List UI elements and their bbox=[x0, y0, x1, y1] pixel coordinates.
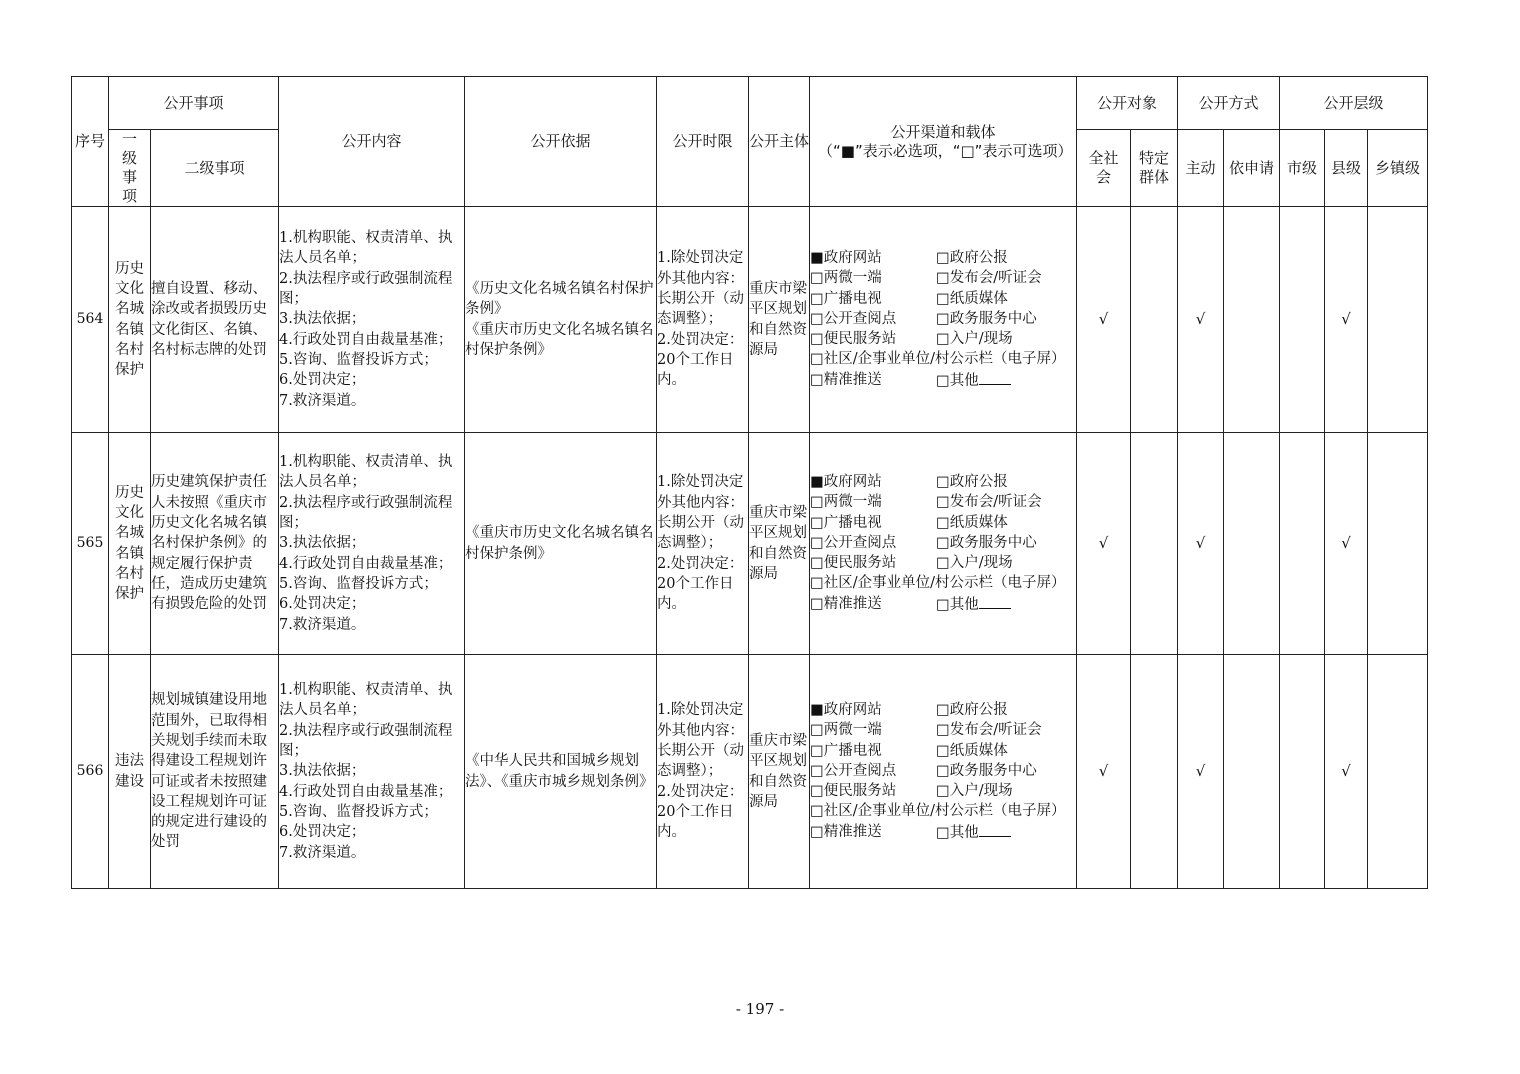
channel-option: □便民服务站 bbox=[810, 555, 897, 572]
mark-level-town bbox=[1368, 655, 1428, 889]
disclosure-table bbox=[71, 76, 1428, 889]
header-subject: 公开主体 bbox=[749, 77, 810, 207]
mark-mode-request bbox=[1224, 433, 1280, 655]
mark-level-county: √ bbox=[1325, 655, 1368, 889]
channel-option: □政府公报 bbox=[936, 701, 1008, 718]
row-number: 566 bbox=[72, 655, 109, 889]
channel-option: □入户/现场 bbox=[936, 783, 1013, 800]
channel-option: □社区/企事业单位/村公示栏（电子屏） bbox=[810, 575, 1066, 592]
mark-level-county: √ bbox=[1325, 207, 1368, 433]
channel-option: □两微一端 bbox=[810, 270, 882, 287]
channel-option: □两微一端 bbox=[810, 494, 882, 511]
mark-level-city bbox=[1280, 655, 1325, 889]
mark-mode-active: √ bbox=[1178, 207, 1224, 433]
table-row bbox=[72, 655, 1428, 889]
channel-option: □精准推送 bbox=[810, 371, 882, 388]
channel-option: □精准推送 bbox=[810, 823, 882, 840]
channel-option: □发布会/听证会 bbox=[936, 270, 1042, 287]
channel-option: □政府公报 bbox=[936, 473, 1008, 490]
mark-target-group bbox=[1131, 655, 1178, 889]
row-level2-item: 规划城镇建设用地范围外，已取得相关规划手续而未取得建设工程规划许可证或者未按照建设工程规划许可证的规定进行建设的处罚 bbox=[151, 655, 279, 889]
header-level-town: 乡镇级 bbox=[1368, 130, 1428, 207]
row-time-limit: 1.除处罚决定外其他内容：长期公开（动态调整）； 2.处罚决定：20个工作日内。 bbox=[657, 433, 749, 655]
header-mode-request: 依申请 bbox=[1224, 130, 1280, 207]
channel-option: □社区/企事业单位/村公示栏（电子屏） bbox=[810, 351, 1066, 368]
channel-option-other: □其他 bbox=[936, 370, 1011, 391]
row-level2-item: 擅自设置、移动、涂改或者损毁历史文化街区、名镇、名村标志牌的处罚 bbox=[151, 207, 279, 433]
row-number: 565 bbox=[72, 433, 109, 655]
header-target-all: 全社会 bbox=[1077, 130, 1131, 207]
channel-option: ■政府网站 bbox=[810, 473, 882, 490]
row-subject: 重庆市梁平区规划和自然资源局 bbox=[749, 207, 810, 433]
row-content: 1.机构职能、权责清单、执法人员名单； 2.执法程序或行政强制流程图； 3.执法依据； 4.行政处罚自由裁量基准； 5.咨询、监督投诉方式； 6.处罚决定； 7.救济渠道。 bbox=[279, 655, 465, 889]
mark-mode-request bbox=[1224, 655, 1280, 889]
row-basis: 《历史文化名城名镇名村保护条例》 《重庆市历史文化名城名镇名村保护条例》 bbox=[465, 207, 657, 433]
channel-option: □入户/现场 bbox=[936, 331, 1013, 348]
table-row bbox=[72, 207, 1428, 433]
table-row bbox=[72, 433, 1428, 655]
header-channel-note: （“■”表示必选项，“□”表示可选项） bbox=[818, 141, 1073, 160]
header-item: 公开事项 bbox=[109, 77, 279, 130]
fill-blank bbox=[979, 370, 1011, 385]
header-target: 公开对象 bbox=[1077, 77, 1178, 130]
mark-target-group bbox=[1131, 433, 1178, 655]
channel-option: □发布会/听证会 bbox=[936, 494, 1042, 511]
mark-mode-active: √ bbox=[1178, 655, 1224, 889]
channel-option: □便民服务站 bbox=[810, 331, 897, 348]
row-time-limit: 1.除处罚决定外其他内容：长期公开（动态调整）； 2.处罚决定：20个工作日内。 bbox=[657, 655, 749, 889]
header-level: 公开层级 bbox=[1280, 77, 1428, 130]
header-content: 公开内容 bbox=[279, 77, 465, 207]
row-basis: 《重庆市历史文化名城名镇名村保护条例》 bbox=[465, 433, 657, 655]
channel-option: □公开查阅点 bbox=[810, 762, 897, 779]
channel-option: ■政府网站 bbox=[810, 249, 882, 266]
page-number: - 197 - bbox=[735, 1000, 785, 1018]
channel-option: □社区/企事业单位/村公示栏（电子屏） bbox=[810, 803, 1066, 820]
header-basis: 公开依据 bbox=[465, 77, 657, 207]
channel-option: ■政府网站 bbox=[810, 701, 882, 718]
mark-target-group bbox=[1131, 207, 1178, 433]
row-channels bbox=[810, 433, 1077, 655]
mark-target-all: √ bbox=[1077, 655, 1131, 889]
row-time-limit: 1.除处罚决定外其他内容：长期公开（动态调整）； 2.处罚决定：20个工作日内。 bbox=[657, 207, 749, 433]
header-channel bbox=[810, 77, 1077, 207]
row-channels bbox=[810, 207, 1077, 433]
channel-option: □政务服务中心 bbox=[936, 762, 1037, 779]
header-target-group: 特定群体 bbox=[1131, 130, 1178, 207]
header-item-l1: 一级事项 bbox=[109, 130, 151, 207]
channel-option: □公开查阅点 bbox=[810, 310, 897, 327]
channel-option: □公开查阅点 bbox=[810, 534, 897, 551]
fill-blank bbox=[979, 594, 1011, 609]
channel-option: □发布会/听证会 bbox=[936, 722, 1042, 739]
mark-level-city bbox=[1280, 433, 1325, 655]
fill-blank bbox=[979, 822, 1011, 837]
channel-option: □广播电视 bbox=[810, 290, 882, 307]
header-mode: 公开方式 bbox=[1178, 77, 1280, 130]
row-level1-item: 历史文化名城名镇名村保护 bbox=[109, 207, 151, 433]
channel-option: □广播电视 bbox=[810, 742, 882, 759]
row-level2-item: 历史建筑保护责任人未按照《重庆市历史文化名城名镇名村保护条例》的规定履行保护责任，造成历史建筑有损毁危险的处罚 bbox=[151, 433, 279, 655]
mark-level-town bbox=[1368, 207, 1428, 433]
header-no: 序号 bbox=[72, 77, 109, 207]
channel-option-other: □其他 bbox=[936, 594, 1011, 615]
header-item-l2: 二级事项 bbox=[151, 130, 279, 207]
channel-option: □纸质媒体 bbox=[936, 290, 1008, 307]
header-level-city: 市级 bbox=[1280, 130, 1325, 207]
channel-option: □政务服务中心 bbox=[936, 534, 1037, 551]
header-channel-title: 公开渠道和载体 bbox=[890, 122, 996, 141]
channel-option: □便民服务站 bbox=[810, 783, 897, 800]
channel-option: □广播电视 bbox=[810, 514, 882, 531]
header-time: 公开时限 bbox=[657, 77, 749, 207]
mark-mode-active: √ bbox=[1178, 433, 1224, 655]
row-basis: 《中华人民共和国城乡规划法》、《重庆市城乡规划条例》 bbox=[465, 655, 657, 889]
channel-option: □纸质媒体 bbox=[936, 514, 1008, 531]
header-level-county: 县级 bbox=[1325, 130, 1368, 207]
row-subject: 重庆市梁平区规划和自然资源局 bbox=[749, 655, 810, 889]
mark-mode-request bbox=[1224, 207, 1280, 433]
row-content: 1.机构职能、权责清单、执法人员名单； 2.执法程序或行政强制流程图； 3.执法依据； 4.行政处罚自由裁量基准； 5.咨询、监督投诉方式； 6.处罚决定； 7.救济渠道。 bbox=[279, 433, 465, 655]
channel-option: □政府公报 bbox=[936, 249, 1008, 266]
mark-level-city bbox=[1280, 207, 1325, 433]
channel-option: □两微一端 bbox=[810, 722, 882, 739]
row-channels bbox=[810, 655, 1077, 889]
mark-level-town bbox=[1368, 433, 1428, 655]
mark-level-county: √ bbox=[1325, 433, 1368, 655]
row-level1-item: 违法建设 bbox=[109, 655, 151, 889]
mark-target-all: √ bbox=[1077, 433, 1131, 655]
channel-option: □政务服务中心 bbox=[936, 310, 1037, 327]
mark-target-all: √ bbox=[1077, 207, 1131, 433]
row-subject: 重庆市梁平区规划和自然资源局 bbox=[749, 433, 810, 655]
channel-option: □入户/现场 bbox=[936, 555, 1013, 572]
row-level1-item: 历史文化名城名镇名村保护 bbox=[109, 433, 151, 655]
channel-option: □精准推送 bbox=[810, 595, 882, 612]
header-mode-active: 主动 bbox=[1178, 130, 1224, 207]
row-number: 564 bbox=[72, 207, 109, 433]
row-content: 1.机构职能、权责清单、执法人员名单； 2.执法程序或行政强制流程图； 3.执法依据； 4.行政处罚自由裁量基准； 5.咨询、监督投诉方式； 6.处罚决定； 7.救济渠道。 bbox=[279, 207, 465, 433]
channel-option: □纸质媒体 bbox=[936, 742, 1008, 759]
channel-option-other: □其他 bbox=[936, 822, 1011, 843]
